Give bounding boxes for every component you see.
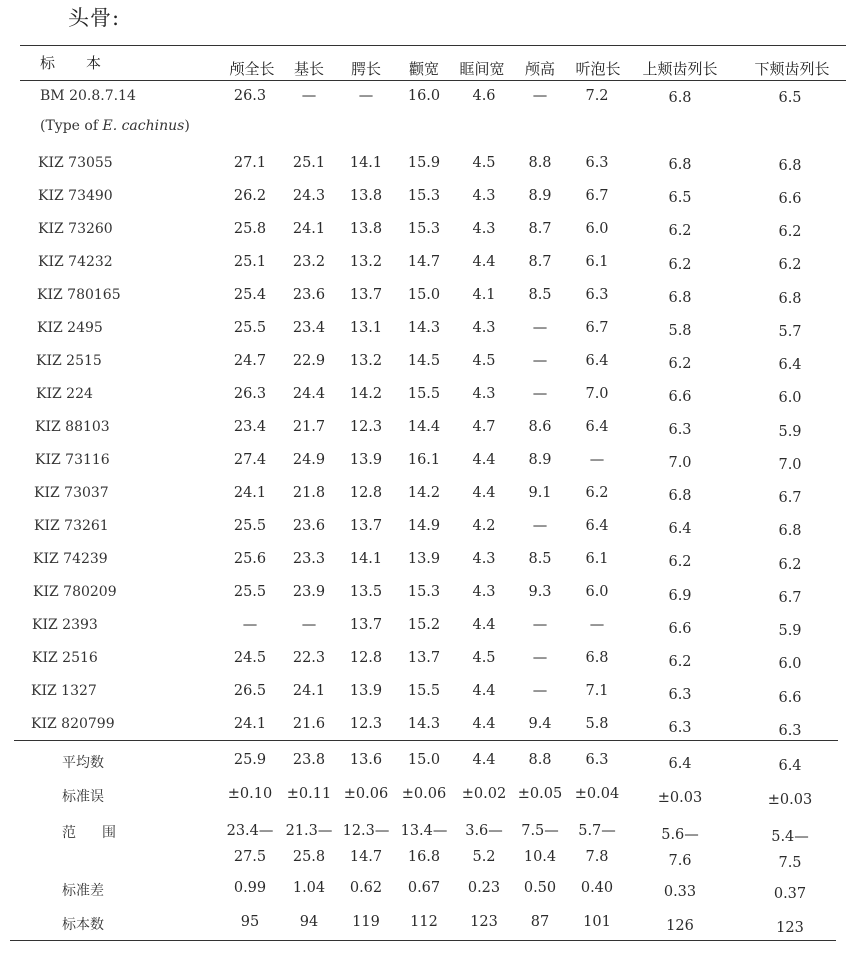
specimen-label: KIZ 73055 xyxy=(38,155,113,171)
specimen-label: KIZ 2393 xyxy=(32,617,98,633)
table-cell: 6.8 xyxy=(668,157,692,173)
summary-cell: 15.0 xyxy=(407,752,441,768)
table-cell: 8.8 xyxy=(528,155,552,171)
table-cell: 24.4 xyxy=(292,386,326,402)
summary-cell: 6.4 xyxy=(778,758,802,774)
table-cell: 6.7 xyxy=(778,490,802,506)
summary-cell: 0.40 xyxy=(580,880,614,896)
summary-cell: ±0.06 xyxy=(343,786,389,802)
specimen-label: KIZ 1327 xyxy=(31,683,97,699)
table-cell: 26.3 xyxy=(233,88,267,104)
table-cell: — xyxy=(589,452,605,468)
summary-cell: 0.33 xyxy=(663,884,697,900)
table-cell: 6.1 xyxy=(585,254,609,270)
table-cell: 4.4 xyxy=(472,254,496,270)
table-cell: — xyxy=(589,617,605,633)
table-cell: 5.8 xyxy=(585,716,609,732)
table-cell: 21.6 xyxy=(292,716,326,732)
specimen-label: KIZ 74232 xyxy=(38,254,113,270)
summary-cell: ±0.06 xyxy=(401,786,447,802)
summary-label: 标准误 xyxy=(62,789,104,805)
table-cell: 13.9 xyxy=(349,452,383,468)
specimen-label: KIZ 2495 xyxy=(37,320,103,336)
specimen-label: (Type of E. cachinus) xyxy=(40,118,190,134)
table-cell: 4.3 xyxy=(472,320,496,336)
table-cell: 4.5 xyxy=(472,353,496,369)
table-cell: 25.6 xyxy=(233,551,267,567)
table-cell: 24.5 xyxy=(233,650,267,666)
table-cell: 4.4 xyxy=(472,716,496,732)
summary-cell: ±0.11 xyxy=(286,786,332,802)
summary-cell: 6.4 xyxy=(668,756,692,772)
table-cell: 9.1 xyxy=(528,485,552,501)
table-bottom-rule xyxy=(10,940,836,941)
table-cell: 4.3 xyxy=(472,584,496,600)
table-cell: — xyxy=(532,386,548,402)
table-cell: 4.7 xyxy=(472,419,496,435)
table-cell: 23.6 xyxy=(292,518,326,534)
table-cell: 6.3 xyxy=(668,422,692,438)
table-cell: 23.2 xyxy=(292,254,326,270)
summary-label: 范 围 xyxy=(62,825,122,841)
column-header: 眶间宽 xyxy=(459,60,505,78)
summary-cell: 13.4— 16.8 xyxy=(400,823,448,865)
summary-label: 平均数 xyxy=(62,755,104,771)
table-cell: 27.1 xyxy=(233,155,267,171)
table-cell: 25.1 xyxy=(292,155,326,171)
table-cell: 14.1 xyxy=(349,155,383,171)
specimen-label: KIZ 2516 xyxy=(32,650,98,666)
table-cell: 24.7 xyxy=(233,353,267,369)
table-cell: — xyxy=(532,320,548,336)
table-cell: 6.2 xyxy=(778,257,802,273)
table-cell: 15.5 xyxy=(407,386,441,402)
table-cell: 6.7 xyxy=(778,590,802,606)
specimen-label: KIZ 74239 xyxy=(33,551,108,567)
page-title: 头骨: xyxy=(68,6,121,30)
table-cell: 4.3 xyxy=(472,551,496,567)
table-cell: — xyxy=(532,650,548,666)
column-header: 下颊齿列长 xyxy=(754,60,830,78)
specimen-label: KIZ 224 xyxy=(36,386,93,402)
table-cell: 13.2 xyxy=(349,353,383,369)
column-header: 颅全长 xyxy=(229,60,275,78)
table-cell: 8.9 xyxy=(528,188,552,204)
summary-cell: 13.6 xyxy=(349,752,383,768)
table-cell: 12.3 xyxy=(349,716,383,732)
summary-cell: 6.3 xyxy=(585,752,609,768)
specimen-label: KIZ 88103 xyxy=(35,419,110,435)
table-cell: 6.7 xyxy=(585,188,609,204)
table-cell: 4.1 xyxy=(472,287,496,303)
table-cell: 25.5 xyxy=(233,584,267,600)
table-cell: 6.4 xyxy=(778,357,802,373)
specimen-label: KIZ 2515 xyxy=(36,353,102,369)
table-cell: 13.2 xyxy=(349,254,383,270)
summary-label: 标本数 xyxy=(62,917,104,933)
table-cell: 21.8 xyxy=(292,485,326,501)
table-cell: 14.4 xyxy=(407,419,441,435)
table-cell: 8.7 xyxy=(528,221,552,237)
summary-cell: 0.23 xyxy=(467,880,501,896)
summary-cell: 23.8 xyxy=(292,752,326,768)
table-cell: 26.2 xyxy=(233,188,267,204)
table-cell: 25.8 xyxy=(233,221,267,237)
table-cell: 6.8 xyxy=(668,488,692,504)
specimen-label: KIZ 73116 xyxy=(35,452,110,468)
table-cell: 24.1 xyxy=(292,683,326,699)
table-cell: 25.5 xyxy=(233,518,267,534)
table-cell: 25.4 xyxy=(233,287,267,303)
table-cell: 24.1 xyxy=(292,221,326,237)
table-cell: 26.3 xyxy=(233,386,267,402)
table-cell: — xyxy=(532,617,548,633)
table-cell: 23.3 xyxy=(292,551,326,567)
column-header: 颧宽 xyxy=(408,60,440,78)
table-cell: 6.2 xyxy=(668,654,692,670)
table-cell: — xyxy=(301,88,317,104)
table-cell: 6.2 xyxy=(585,485,609,501)
summary-cell: 7.5— 10.4 xyxy=(521,823,559,865)
specimen-label: KIZ 820799 xyxy=(31,716,115,732)
table-cell: 4.4 xyxy=(472,485,496,501)
summary-cell: 119 xyxy=(352,914,380,930)
table-cell: 6.2 xyxy=(778,224,802,240)
table-cell: 14.2 xyxy=(407,485,441,501)
table-cell: 6.6 xyxy=(778,191,802,207)
summary-cell: 25.9 xyxy=(233,752,267,768)
table-cell: 13.9 xyxy=(407,551,441,567)
summary-cell: ±0.04 xyxy=(574,786,620,802)
summary-cell: ±0.05 xyxy=(517,786,563,802)
table-cell: 15.3 xyxy=(407,188,441,204)
summary-cell: ±0.03 xyxy=(657,790,703,806)
summary-cell: 101 xyxy=(583,914,611,930)
table-cell: 8.6 xyxy=(528,419,552,435)
table-cell: 25.5 xyxy=(233,320,267,336)
table-cell: 22.3 xyxy=(292,650,326,666)
table-cell: 26.5 xyxy=(233,683,267,699)
table-cell: 9.4 xyxy=(528,716,552,732)
table-cell: 6.8 xyxy=(778,291,802,307)
table-cell: 15.0 xyxy=(407,287,441,303)
table-cell: 12.8 xyxy=(349,650,383,666)
table-cell: 12.8 xyxy=(349,485,383,501)
table-cell: 4.3 xyxy=(472,386,496,402)
table-cell: 13.8 xyxy=(349,188,383,204)
table-cell: 6.6 xyxy=(668,389,692,405)
table-cell: 6.8 xyxy=(778,158,802,174)
table-cell: 6.3 xyxy=(668,687,692,703)
table-cell: 6.2 xyxy=(668,554,692,570)
column-header: 上颊齿列长 xyxy=(642,60,718,78)
table-header-rule xyxy=(20,80,846,81)
summary-cell: 0.67 xyxy=(407,880,441,896)
summary-cell: 0.62 xyxy=(349,880,383,896)
summary-cell: 0.37 xyxy=(773,886,807,902)
table-cell: 13.7 xyxy=(349,287,383,303)
table-cell: 6.2 xyxy=(668,257,692,273)
table-cell: — xyxy=(532,683,548,699)
table-cell: 25.1 xyxy=(233,254,267,270)
specimen-label: KIZ 73261 xyxy=(34,518,109,534)
summary-cell: 0.50 xyxy=(523,880,557,896)
table-cell: 23.4 xyxy=(233,419,267,435)
table-cell: 15.3 xyxy=(407,221,441,237)
summary-cell: 8.8 xyxy=(528,752,552,768)
column-header-specimen: 标 本 xyxy=(40,54,110,72)
specimen-label: KIZ 780165 xyxy=(37,287,121,303)
table-cell: 6.2 xyxy=(778,557,802,573)
summary-cell: 112 xyxy=(410,914,438,930)
table-cell: 6.0 xyxy=(585,584,609,600)
table-cell: 6.6 xyxy=(778,690,802,706)
summary-cell: 5.6— 7.6 xyxy=(661,827,699,869)
table-cell: 24.1 xyxy=(233,485,267,501)
table-cell: 6.2 xyxy=(668,356,692,372)
table-cell: 6.1 xyxy=(585,551,609,567)
summary-cell: 94 xyxy=(299,914,319,930)
summary-cell: ±0.03 xyxy=(767,792,813,808)
summary-cell: 95 xyxy=(240,914,260,930)
table-cell: 14.2 xyxy=(349,386,383,402)
table-cell: 15.9 xyxy=(407,155,441,171)
table-cell: 7.2 xyxy=(585,88,609,104)
summary-cell: 123 xyxy=(470,914,498,930)
table-cell: 6.9 xyxy=(668,588,692,604)
table-cell: 21.7 xyxy=(292,419,326,435)
table-cell: 6.4 xyxy=(668,521,692,537)
table-cell: 15.2 xyxy=(407,617,441,633)
column-header: 基长 xyxy=(293,60,325,78)
table-cell: 6.3 xyxy=(778,723,802,739)
table-cell: 6.5 xyxy=(778,90,802,106)
table-cell: 6.0 xyxy=(778,656,802,672)
table-cell: 7.0 xyxy=(668,455,692,471)
table-cell: 6.4 xyxy=(585,353,609,369)
table-top-rule xyxy=(20,45,846,46)
summary-cell: 21.3— 25.8 xyxy=(285,823,333,865)
table-cell: 6.6 xyxy=(668,621,692,637)
summary-cell: 3.6— 5.2 xyxy=(465,823,503,865)
table-cell: 5.9 xyxy=(778,623,802,639)
table-cell: 7.1 xyxy=(585,683,609,699)
summary-cell: 87 xyxy=(530,914,550,930)
column-header: 听泡长 xyxy=(575,60,621,78)
table-cell: 6.8 xyxy=(778,523,802,539)
table-cell: 6.0 xyxy=(585,221,609,237)
table-cell: 4.5 xyxy=(472,650,496,666)
table-cell: 15.5 xyxy=(407,683,441,699)
table-cell: 4.4 xyxy=(472,683,496,699)
summary-label: 标准差 xyxy=(62,883,104,899)
table-cell: 5.8 xyxy=(668,323,692,339)
summary-cell: ±0.10 xyxy=(227,786,273,802)
table-cell: 14.3 xyxy=(407,320,441,336)
table-cell: — xyxy=(532,353,548,369)
table-cell: 13.1 xyxy=(349,320,383,336)
table-cell: 24.9 xyxy=(292,452,326,468)
table-cell: 4.4 xyxy=(472,617,496,633)
table-cell: 13.9 xyxy=(349,683,383,699)
column-header: 颅高 xyxy=(524,60,556,78)
table-cell: — xyxy=(532,88,548,104)
specimen-label: KIZ 73260 xyxy=(38,221,113,237)
table-cell: 6.3 xyxy=(585,287,609,303)
table-cell: 8.5 xyxy=(528,287,552,303)
table-cell: — xyxy=(242,617,258,633)
summary-cell: 12.3— 14.7 xyxy=(342,823,390,865)
summary-cell: 5.4— 7.5 xyxy=(771,829,809,871)
table-cell: 6.4 xyxy=(585,419,609,435)
table-cell: — xyxy=(532,518,548,534)
table-cell: 13.7 xyxy=(407,650,441,666)
summary-cell: 5.7— 7.8 xyxy=(578,823,616,865)
table-cell: 16.1 xyxy=(407,452,441,468)
table-cell: 14.1 xyxy=(349,551,383,567)
table-cell: 4.2 xyxy=(472,518,496,534)
table-cell: 16.0 xyxy=(407,88,441,104)
summary-cell: 126 xyxy=(666,918,694,934)
column-header: 腭长 xyxy=(350,60,382,78)
table-cell: 6.8 xyxy=(668,290,692,306)
table-cell: 5.7 xyxy=(778,324,802,340)
summary-cell: 4.4 xyxy=(472,752,496,768)
table-cell: 6.7 xyxy=(585,320,609,336)
table-cell: 4.3 xyxy=(472,188,496,204)
table-cell: 6.4 xyxy=(585,518,609,534)
table-cell: 5.9 xyxy=(778,424,802,440)
table-cell: 4.4 xyxy=(472,452,496,468)
table-cell: 8.7 xyxy=(528,254,552,270)
table-cell: 8.5 xyxy=(528,551,552,567)
table-cell: 15.3 xyxy=(407,584,441,600)
table-cell: 6.3 xyxy=(668,720,692,736)
table-cell: 23.4 xyxy=(292,320,326,336)
table-cell: 4.3 xyxy=(472,221,496,237)
table-cell: — xyxy=(358,88,374,104)
table-cell: 13.8 xyxy=(349,221,383,237)
table-cell: 6.3 xyxy=(585,155,609,171)
table-cell: 23.9 xyxy=(292,584,326,600)
table-cell: 7.0 xyxy=(585,386,609,402)
table-cell: 14.7 xyxy=(407,254,441,270)
summary-cell: 0.99 xyxy=(233,880,267,896)
table-cell: 4.5 xyxy=(472,155,496,171)
table-cell: 23.6 xyxy=(292,287,326,303)
table-cell: 6.8 xyxy=(585,650,609,666)
table-cell: 14.3 xyxy=(407,716,441,732)
table-cell: 22.9 xyxy=(292,353,326,369)
table-cell: 6.8 xyxy=(668,90,692,106)
table-cell: 8.9 xyxy=(528,452,552,468)
table-cell: 6.0 xyxy=(778,390,802,406)
specimen-label: KIZ 73490 xyxy=(38,188,113,204)
summary-cell: ±0.02 xyxy=(461,786,507,802)
table-cell: 7.0 xyxy=(778,457,802,473)
specimen-label: BM 20.8.7.14 xyxy=(40,88,136,104)
specimen-label: KIZ 73037 xyxy=(34,485,109,501)
table-cell: 9.3 xyxy=(528,584,552,600)
table-cell: 13.5 xyxy=(349,584,383,600)
table-cell: 13.7 xyxy=(349,617,383,633)
table-cell: 14.9 xyxy=(407,518,441,534)
summary-cell: 123 xyxy=(776,920,804,936)
table-cell: 14.5 xyxy=(407,353,441,369)
table-cell: 24.3 xyxy=(292,188,326,204)
table-cell: 27.4 xyxy=(233,452,267,468)
table-cell: 12.3 xyxy=(349,419,383,435)
table-cell: 6.2 xyxy=(668,223,692,239)
summary-cell: 23.4— 27.5 xyxy=(226,823,274,865)
table-cell: 4.6 xyxy=(472,88,496,104)
specimen-label: KIZ 780209 xyxy=(33,584,117,600)
table-summary-rule xyxy=(14,740,838,741)
table-cell: — xyxy=(301,617,317,633)
table-cell: 24.1 xyxy=(233,716,267,732)
summary-cell: 1.04 xyxy=(292,880,326,896)
table-cell: 6.5 xyxy=(668,190,692,206)
table-cell: 13.7 xyxy=(349,518,383,534)
